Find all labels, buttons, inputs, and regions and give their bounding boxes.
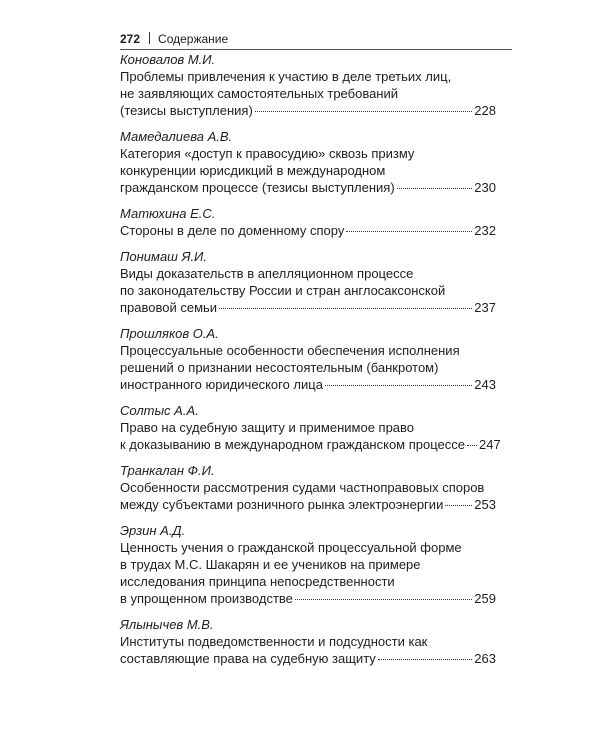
- toc-title-line: конкуренции юрисдикций в международном: [120, 163, 386, 178]
- toc-author: Мамедалиева А.В.: [120, 129, 233, 144]
- toc-entry: [120, 617, 496, 667]
- toc-page-number: 259: [474, 591, 496, 606]
- toc-title-line: в трудах М.С. Шакарян и ее учеников на примере: [120, 557, 421, 572]
- toc-last-line: [120, 650, 496, 667]
- toc-author: Транкалан Ф.И.: [120, 463, 215, 478]
- toc-author: Понимаш Я.И.: [120, 249, 207, 264]
- toc-last-line: [120, 102, 496, 119]
- toc-last-line: [120, 222, 496, 239]
- toc-last-line: [120, 299, 496, 316]
- toc-title-line: между субъектами розничного рынка электроэнергии: [120, 497, 444, 512]
- toc-entry: [120, 403, 501, 453]
- toc-title-line: правовой семьи: [120, 300, 218, 315]
- toc-page-number: 263: [474, 651, 496, 666]
- dot-leader: [325, 385, 472, 386]
- toc-title: [120, 222, 496, 239]
- toc-last-line: [120, 179, 496, 196]
- toc-title-line: Процессуальные особенности обеспечения исполнения: [120, 343, 460, 358]
- toc-title-line: Проблемы привлечения к участию в деле третьих лиц,: [120, 69, 452, 84]
- toc-title-line: (тезисы выступления): [120, 103, 253, 118]
- toc-title-line: Институты подведомственности и подсудности как: [120, 634, 428, 649]
- toc-page-number: 243: [474, 377, 496, 392]
- toc-title: [120, 342, 496, 393]
- dot-leader: [295, 599, 472, 600]
- toc-title-line: гражданском процессе (тезисы выступления): [120, 180, 395, 195]
- toc-title-line: в упрощенном производстве: [120, 591, 293, 606]
- toc-page-number: 253: [474, 497, 496, 512]
- toc-entry: [120, 249, 496, 316]
- toc-page-number: 230: [474, 180, 496, 195]
- toc-entry: [120, 326, 496, 393]
- page-number: 272: [120, 32, 141, 46]
- toc-title: [120, 265, 496, 316]
- dot-leader: [378, 659, 473, 660]
- dot-leader: [346, 231, 472, 232]
- toc-page-number: 232: [474, 223, 496, 238]
- toc-entry: [120, 129, 496, 196]
- toc-page-number: 247: [478, 437, 501, 452]
- section-title: Содержание: [158, 32, 229, 46]
- toc-title-line: к доказыванию в международном гражданском процессе: [120, 437, 465, 452]
- dot-leader: [219, 308, 472, 309]
- toc-title-line: решений о признании несостоятельным (банкротом): [120, 360, 439, 375]
- toc-author: Коновалов М.И.: [120, 52, 216, 67]
- dot-leader: [467, 445, 477, 446]
- toc-author: Матюхина Е.С.: [120, 206, 216, 221]
- toc-title: [120, 633, 496, 667]
- toc-page-number: 237: [474, 300, 496, 315]
- toc-title-line: не заявляющих самостоятельных требований: [120, 86, 399, 101]
- toc-author: Эрзин А.Д.: [120, 523, 186, 538]
- toc-title-line: Ценность учения о гражданской процессуальной форме: [120, 540, 462, 555]
- toc-author: Прошляков О.А.: [120, 326, 219, 341]
- toc-last-line: [120, 436, 501, 453]
- toc-title-line: иностранного юридического лица: [120, 377, 323, 392]
- dot-leader: [397, 188, 473, 189]
- toc-title-line: Категория «доступ к правосудию» сквозь призму: [120, 146, 415, 161]
- toc-title-line: Особенности рассмотрения судами частноправовых споров: [120, 480, 485, 495]
- toc-title: [120, 68, 496, 119]
- header-separator: [149, 32, 150, 44]
- toc-entry: [120, 463, 496, 513]
- toc-title: [120, 539, 496, 607]
- toc-title: [120, 419, 501, 453]
- dot-leader: [255, 111, 473, 112]
- toc-title-line: Право на судебную защиту и применимое право: [120, 420, 415, 435]
- running-header: [120, 31, 512, 47]
- toc-title-line: по законодательству России и стран англосаксонской: [120, 283, 446, 298]
- toc-entry: [120, 523, 496, 607]
- toc-last-line: [120, 376, 496, 393]
- toc-last-line: [120, 590, 496, 607]
- toc-page-number: 228: [474, 103, 496, 118]
- table-of-contents: [120, 52, 501, 677]
- toc-title-line: составляющие права на судебную защиту: [120, 651, 376, 666]
- header-rule: [120, 49, 512, 50]
- toc-title: [120, 479, 496, 513]
- toc-title-line: Виды доказательств в апелляционном процессе: [120, 266, 414, 281]
- toc-author: Солтыс А.А.: [120, 403, 199, 418]
- toc-title-line: Стороны в деле по доменному спору: [120, 223, 345, 238]
- toc-entry: [120, 206, 496, 239]
- dot-leader: [445, 505, 472, 506]
- toc-entry: [120, 52, 496, 119]
- toc-author: Ялынычев М.В.: [120, 617, 214, 632]
- toc-title: [120, 145, 496, 196]
- toc-last-line: [120, 496, 496, 513]
- toc-title-line: исследования принципа непосредственности: [120, 574, 395, 589]
